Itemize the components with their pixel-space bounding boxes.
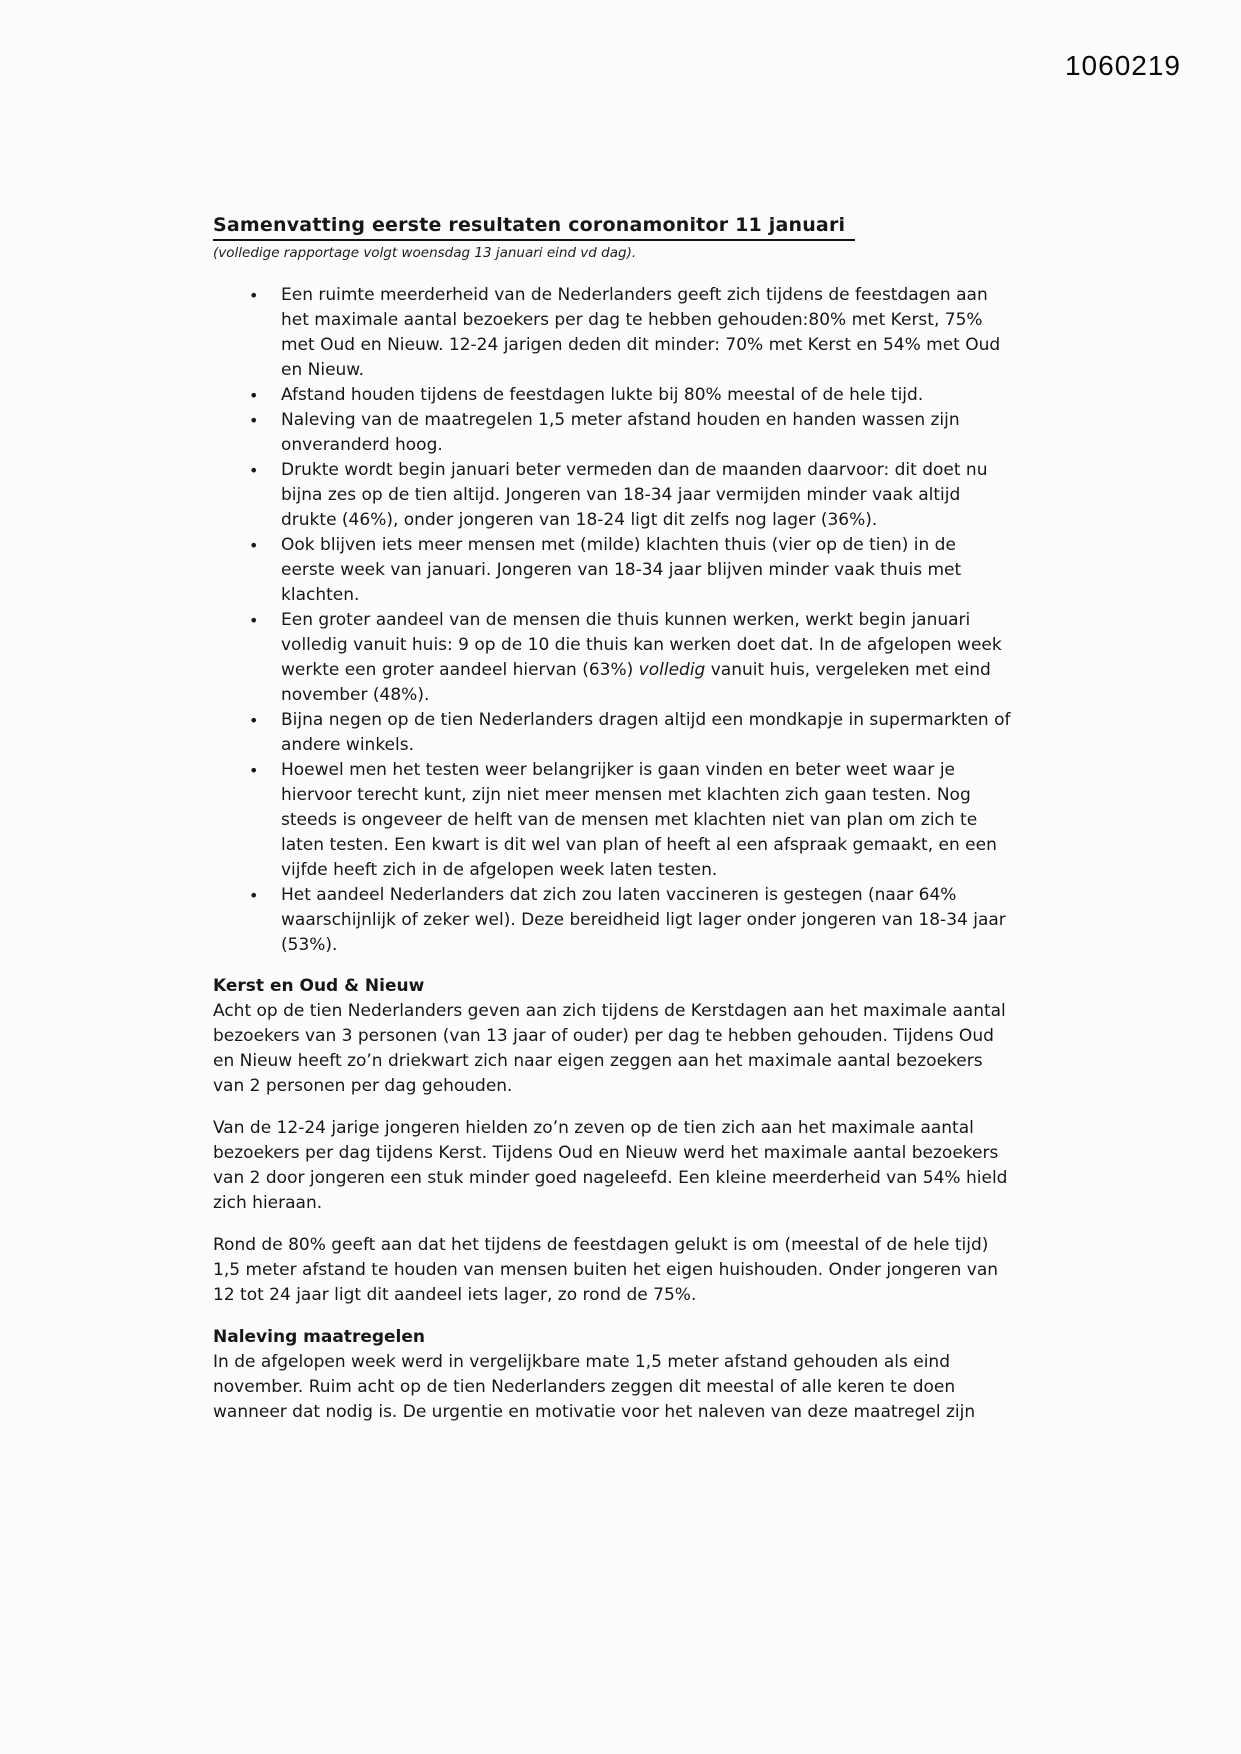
bullet-text: Een ruimte meerderheid van de Nederlanders geeft zich tijdens de feestdagen aan het maximale aantal bezoekers per dag te hebben gehouden:80% met Kerst, 75% met Oud en Nieuw. 12-24 jarigen deden dit minder: 70% met Kerst en 54% met Oud en Nieuw. <box>281 285 1001 380</box>
sections <box>213 974 1013 1425</box>
section-heading: Naleving maatregelen <box>213 1327 426 1347</box>
doc-number: 1060219 <box>1064 50 1181 81</box>
bullet-text: Hoewel men het testen weer belangrijker is gaan vinden en beter weet waar je hiervoor terecht kunt, zijn niet meer mensen met klachten zich gaan testen. Nog steeds is ongeveer de helft van de mensen met klachten niet van plan om zich te laten testen. Een kwart is dit wel van plan of heeft al een afspraak gemaakt, en een vijfde heeft zich in de afgelopen week laten testen. <box>281 760 997 880</box>
summary-bullet-list <box>213 283 1013 958</box>
bullet-text: vanuit huis, vergeleken met eind november (48%). <box>281 660 991 705</box>
section-heading: Kerst en Oud & Nieuw <box>213 976 425 996</box>
list-item <box>213 533 1013 608</box>
paragraph: Van de 12-24 jarige jongeren hielden zo’n zeven op de tien zich aan het maximale aantal bezoekers per dag tijdens Kerst. Tijdens Oud en Nieuw werd het maximale aantal bezoekers van 2 door jongeren een stuk minder goed nageleefd. Een kleine meerderheid van 54% hield zich hieraan. <box>213 1118 1008 1213</box>
list-item <box>213 408 1013 458</box>
paragraph: In de afgelopen week werd in vergelijkbare mate 1,5 meter afstand gehouden als eind november. Ruim acht op de tien Nederlanders zeggen dit meestal of alle keren te doen wanneer dat nodig is. De urgentie en motivatie voor het naleven van deze maatregel zijn <box>213 1352 976 1422</box>
list-item <box>213 883 1013 958</box>
bullet-text: Naleving van de maatregelen 1,5 meter afstand houden en handen wassen zijn onveranderd hoog. <box>281 410 960 455</box>
bullet-text: Ook blijven iets meer mensen met (milde) klachten thuis (vier op de tien) in de eerste week van januari. Jongeren van 18-34 jaar blijven minder vaak thuis met klachten. <box>281 535 962 605</box>
bullet-text: Afstand houden tijdens de feestdagen lukte bij 80% meestal of de hele tijd. <box>281 385 924 405</box>
list-item <box>213 283 1013 383</box>
doc-subtitle: (volledige rapportage volgt woensdag 13 januari eind vd dag). <box>213 245 637 261</box>
bullet-text: Het aandeel Nederlanders dat zich zou laten vaccineren is gestegen (naar 64% waarschijnlijk of zeker wel). Deze bereidheid ligt lager onder jongeren van 18-34 jaar (53%). <box>281 885 1006 955</box>
document-content <box>213 212 1013 1442</box>
list-item <box>213 458 1013 533</box>
paragraph: Rond de 80% geeft aan dat het tijdens de feestdagen gelukt is om (meestal of de hele tijd) 1,5 meter afstand te houden van mensen buiten het eigen huishouden. Onder jongeren van 12 tot 24 jaar ligt dit aandeel iets lager, zo rond de 75%. <box>213 1235 999 1305</box>
bullet-text: volledig <box>638 660 706 680</box>
list-item <box>213 383 1013 408</box>
list-item <box>213 708 1013 758</box>
paragraph: Acht op de tien Nederlanders geven aan zich tijdens de Kerstdagen aan het maximale aantal bezoekers van 3 personen (van 13 jaar of ouder) per dag te hebben gehouden. Tijdens Oud en Nieuw heeft zo’n driekwart zich naar eigen zeggen aan het maximale aantal bezoekers van 2 personen per dag gehouden. <box>213 1001 1006 1096</box>
bullet-text: Een groter aandeel van de mensen die thuis kunnen werken, werkt begin januari volledig vanuit huis: 9 op de 10 die thuis kan werken doet dat. In de afgelopen week werkte een groter aandeel hiervan (63%) <box>281 610 1002 680</box>
list-item <box>213 608 1013 708</box>
bullet-text: Bijna negen op de tien Nederlanders dragen altijd een mondkapje in supermarkten of andere winkels. <box>281 710 1011 755</box>
list-item <box>213 758 1013 883</box>
doc-title: Samenvatting eerste resultaten coronamonitor 11 januari <box>213 212 855 241</box>
bullet-text: Drukte wordt begin januari beter vermeden dan de maanden daarvoor: dit doet nu bijna zes op de tien altijd. Jongeren van 18-34 jaar vermijden minder vaak altijd drukte (46%), onder jongeren van 18-24 ligt dit zelfs nog lager (36%). <box>281 460 988 530</box>
